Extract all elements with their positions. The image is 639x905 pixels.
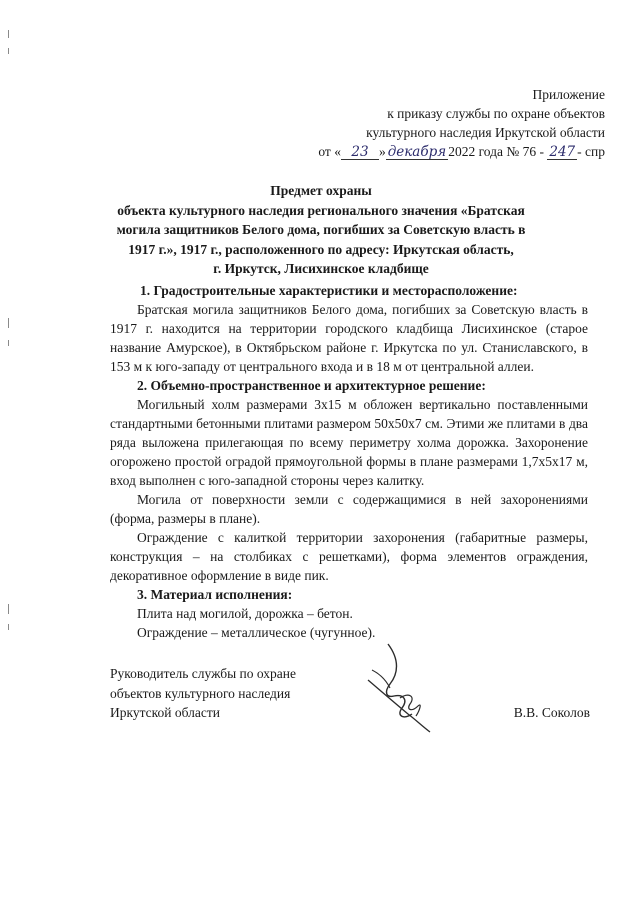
scan-edge-mark bbox=[8, 340, 9, 346]
section-heading: 3. Материал исполнения: bbox=[137, 587, 293, 602]
title-line: могила защитников Белого дома, погибших за Советскую власть в bbox=[116, 222, 526, 237]
document-title bbox=[60, 181, 582, 279]
section-paragraph: Могильный холм размерами 3х15 м обложен вертикально поставленными стандартными бетонными плитами размером 50х50х7 см. Этими же плитами в два ряда выложена прилегающая по всему периметру холма дорожка. Захоронение огорожено простой оградой прямоугольной формы в плане размерами 1,7х5х17 м, вход выполнен с юго-западной стороны через калитку. bbox=[110, 397, 588, 488]
section-heading: 2. Объемно-пространственное и архитектурное решение: bbox=[137, 378, 486, 393]
signer-name: В.В. Соколов bbox=[513, 705, 590, 720]
header-line: к приказу службы по охране объектов bbox=[387, 106, 605, 121]
signatory-title-line: Иркутской области bbox=[110, 705, 221, 720]
handwritten-day: 23 bbox=[341, 145, 379, 160]
date-year: 2022 года № 76 - bbox=[448, 144, 544, 159]
section-heading: 1. Градостроительные характеристики и месторасположение: bbox=[140, 283, 518, 298]
date-mid: » bbox=[378, 144, 386, 159]
document-body bbox=[110, 281, 588, 642]
scan-edge-mark bbox=[8, 48, 9, 54]
signatory-title-line: Руководитель службы по охране bbox=[110, 666, 297, 681]
signatory-title-line: объектов культурного наследия bbox=[110, 685, 291, 701]
title-line: Предмет охраны bbox=[270, 183, 372, 198]
handwritten-month: декабря bbox=[387, 144, 447, 160]
scan-edge-mark bbox=[8, 30, 9, 38]
title-line: объекта культурного наследия регионального значения «Братская bbox=[117, 202, 525, 218]
title-line: 1917 г.», 1917 г., расположенного по адресу: Иркутская область, bbox=[128, 241, 514, 257]
scan-edge-mark bbox=[8, 318, 9, 328]
header-line: Приложение bbox=[532, 87, 605, 102]
order-suffix: - спр bbox=[577, 144, 605, 159]
handwritten-order-number: 247 bbox=[549, 144, 576, 160]
scan-edge-mark bbox=[8, 604, 9, 614]
signatory-block bbox=[110, 664, 296, 723]
title-line: г. Иркутск, Лисихинское кладбище bbox=[213, 261, 429, 276]
material-item: Плита над могилой, дорожка – бетон. bbox=[137, 606, 353, 621]
header-line: культурного наследия Иркутской области bbox=[366, 125, 605, 140]
appendix-header bbox=[318, 85, 605, 161]
handwritten-signature bbox=[360, 640, 440, 735]
date-prefix: от « bbox=[318, 144, 341, 159]
section-paragraph: Могила от поверхности земли с содержащимися в ней захоронениями (форма, размеры в плане). bbox=[110, 492, 588, 526]
material-item: Ограждение – металлическое (чугунное). bbox=[137, 625, 376, 640]
section-paragraph: Братская могила защитников Белого дома, погибших за Советскую власть в 1917 г. находится на территории городского кладбища Лисихинское (старое название Амурское), в Октябрьском районе г. Иркутска по ул. Станиславского, в 153 м к юго-западу от центрального входа и в 18 м от центральной аллеи. bbox=[110, 302, 588, 374]
section-paragraph: Ограждение с калиткой территории захоронения (габаритные размеры, конструкция – на столбиках с решетками), форма элементов ограждения, декоративное оформление в виде пик. bbox=[110, 530, 588, 583]
scan-edge-mark bbox=[8, 624, 9, 630]
order-date-line bbox=[318, 142, 605, 161]
